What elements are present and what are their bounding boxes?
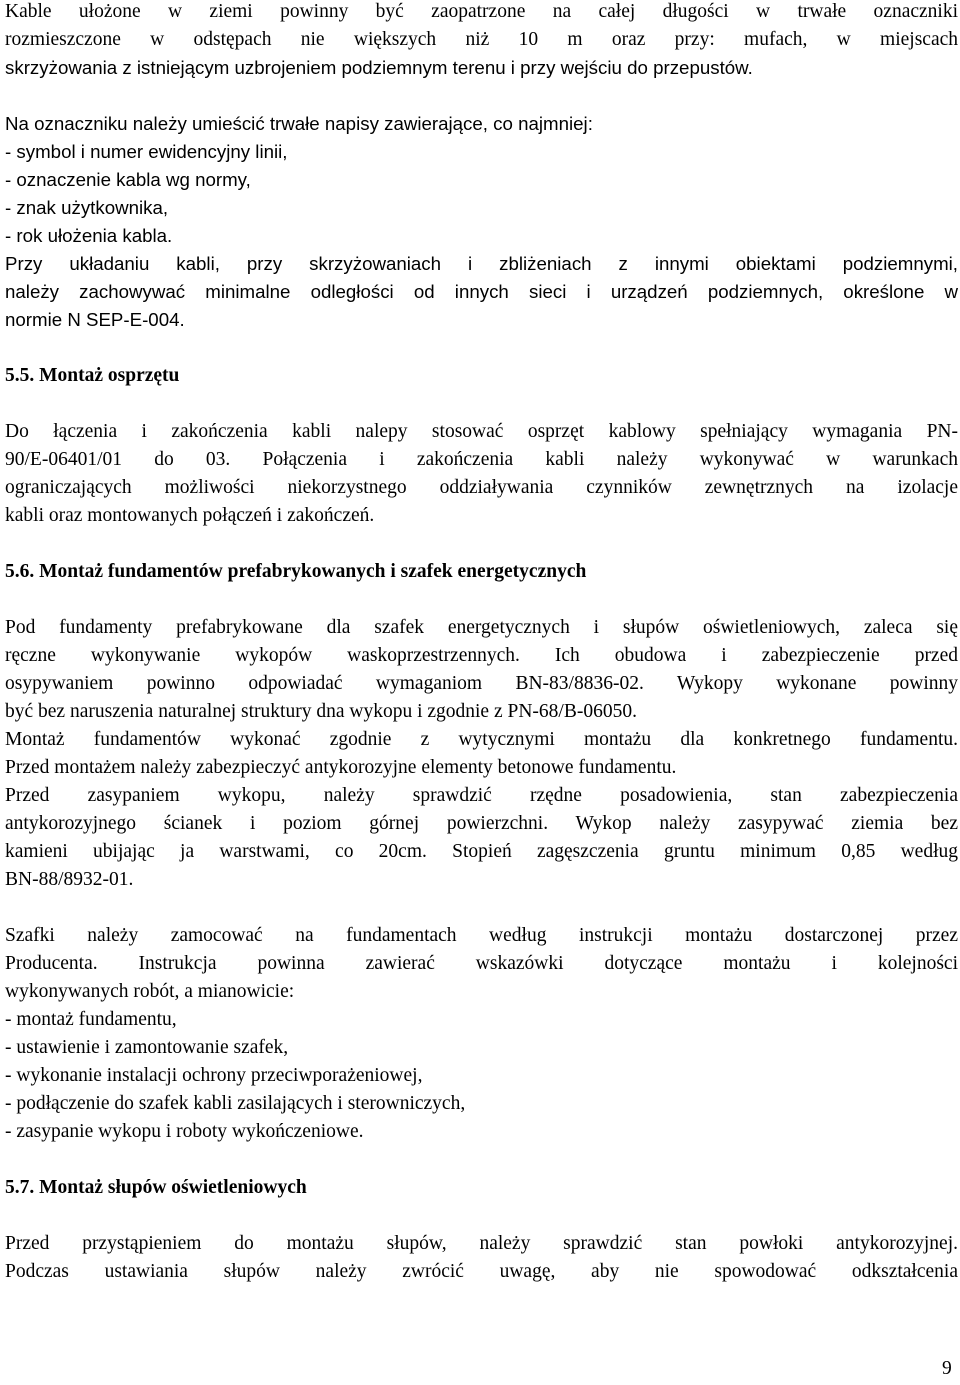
- section-5-6-line: kamieni ubijając ja warstwami, co 20cm. Stopień zagęszczenia gruntu minimum 0,85 według: [5, 841, 958, 862]
- section-5-6-line: Montaż fundamentów wykonać zgodnie z wytycznymi montażu dla konkretnego fundamentu.: [5, 729, 958, 750]
- section-heading-5-5: [5, 362, 179, 390]
- section-5-6-line: Pod fundamenty prefabrykowane dla szafek energetycznych i słupów oświetleniowych, zaleca się: [5, 617, 958, 638]
- section-5-6-line: osypywaniem powinno odpowiadać wymaganiom BN-83/8836-02. Wykopy wykonane powinny: [5, 673, 958, 694]
- section-number: 5.5.: [5, 365, 35, 386]
- marking-lead: Na oznaczniku należy umieścić trwałe napisy zawierające, co najmniej:: [5, 113, 593, 134]
- section-title: Montaż słupów oświetleniowych: [39, 1177, 307, 1198]
- list-item: - ustawienie i zamontowanie szafek,: [5, 1037, 289, 1058]
- section-5-6-line: być bez naruszenia naturalnej struktury dna wykopu i zgodnie z PN-68/B-06050.: [5, 701, 637, 722]
- section-5-5-line: Do łączenia i zakończenia kabli nalepy stosować osprzęt kablowy spełniający wymagania PN-: [5, 421, 958, 442]
- intro-line: skrzyżowania z istniejącym uzbrojeniem podziemnym terenu i przy wejściu do przepustów.: [5, 57, 753, 78]
- section-5-6-line: Szafki należy zamocować na fundamentach według instrukcji montażu dostarczonej przez: [5, 925, 958, 946]
- section-title: Montaż fundamentów prefabrykowanych i szafek energetycznych: [39, 561, 587, 582]
- intro-line: rozmieszczone w odstępach nie większych niż 10 m oraz przy: mufach, w miejscach: [5, 29, 958, 50]
- section-title: Montaż osprzętu: [39, 365, 180, 386]
- section-5-6-line: Przed montażem należy zabezpieczyć antykorozyjne elementy betonowe fundamentu.: [5, 757, 677, 778]
- section-number: 5.6.: [5, 561, 35, 582]
- section-5-5-line: kabli oraz montowanych połączeń i zakończeń.: [5, 505, 375, 526]
- marking-item: - znak użytkownika,: [5, 197, 169, 218]
- section-5-6-line: BN-88/8932-01.: [5, 869, 134, 890]
- section-5-6-line: antykorozyjnego ścianek i poziom górnej powierzchni. Wykop należy zasypywać ziemia bez: [5, 813, 958, 834]
- section-heading-5-7: [5, 1174, 307, 1202]
- crossing-line: Przy układaniu kabli, przy skrzyżowaniach i zbliżeniach z innymi obiektami podziemnymi,: [5, 253, 958, 274]
- section-5-6-line: Przed zasypaniem wykopu, należy sprawdzić rzędne posadowienia, stan zabezpieczenia: [5, 785, 958, 806]
- section-5-6-line: Producenta. Instrukcja powinna zawierać wskazówki dotyczące montażu i kolejności: [5, 953, 958, 974]
- list-item: - wykonanie instalacji ochrony przeciwporażeniowej,: [5, 1065, 423, 1086]
- section-5-6-line: wykonywanych robót, a mianowicie:: [5, 981, 295, 1002]
- list-item: - zasypanie wykopu i roboty wykończeniowe.: [5, 1121, 364, 1142]
- section-5-7-line: Przed przystąpieniem do montażu słupów, należy sprawdzić stan powłoki antykorozyjnej.: [5, 1233, 958, 1254]
- marking-item: - oznaczenie kabla wg normy,: [5, 169, 251, 190]
- list-item: - montaż fundamentu,: [5, 1009, 177, 1030]
- intro-line: Kable ułożone w ziemi powinny być zaopatrzone na całej długości w trwałe oznaczniki: [5, 1, 958, 22]
- section-5-7-line: Podczas ustawiania słupów należy zwrócić uwagę, aby nie spowodować odkształcenia: [5, 1261, 958, 1282]
- section-5-6-line: ręczne wykonywanie wykopów waskoprzestrzennych. Ich obudowa i zabezpieczenie przed: [5, 645, 958, 666]
- section-number: 5.7.: [5, 1177, 35, 1198]
- section-heading-5-6: [5, 558, 586, 586]
- section-5-5-line: ograniczających możliwości niekorzystnego oddziaływania czynników zewnętrznych na izolacje: [5, 477, 958, 498]
- marking-item: - rok ułożenia kabla.: [5, 225, 173, 246]
- section-5-5-line: 90/E-06401/01 do 03. Połączenia i zakończenia kabli należy wykonywać w warunkach: [5, 449, 958, 470]
- crossing-line: normie N SEP-E-004.: [5, 309, 185, 330]
- marking-item: - symbol i numer ewidencyjny linii,: [5, 141, 288, 162]
- list-item: - podłączenie do szafek kabli zasilających i sterowniczych,: [5, 1093, 466, 1114]
- page-number: 9: [942, 1358, 952, 1379]
- crossing-line: należy zachowywać minimalne odległości od innych sieci i urządzeń podziemnych, określone w: [5, 281, 958, 302]
